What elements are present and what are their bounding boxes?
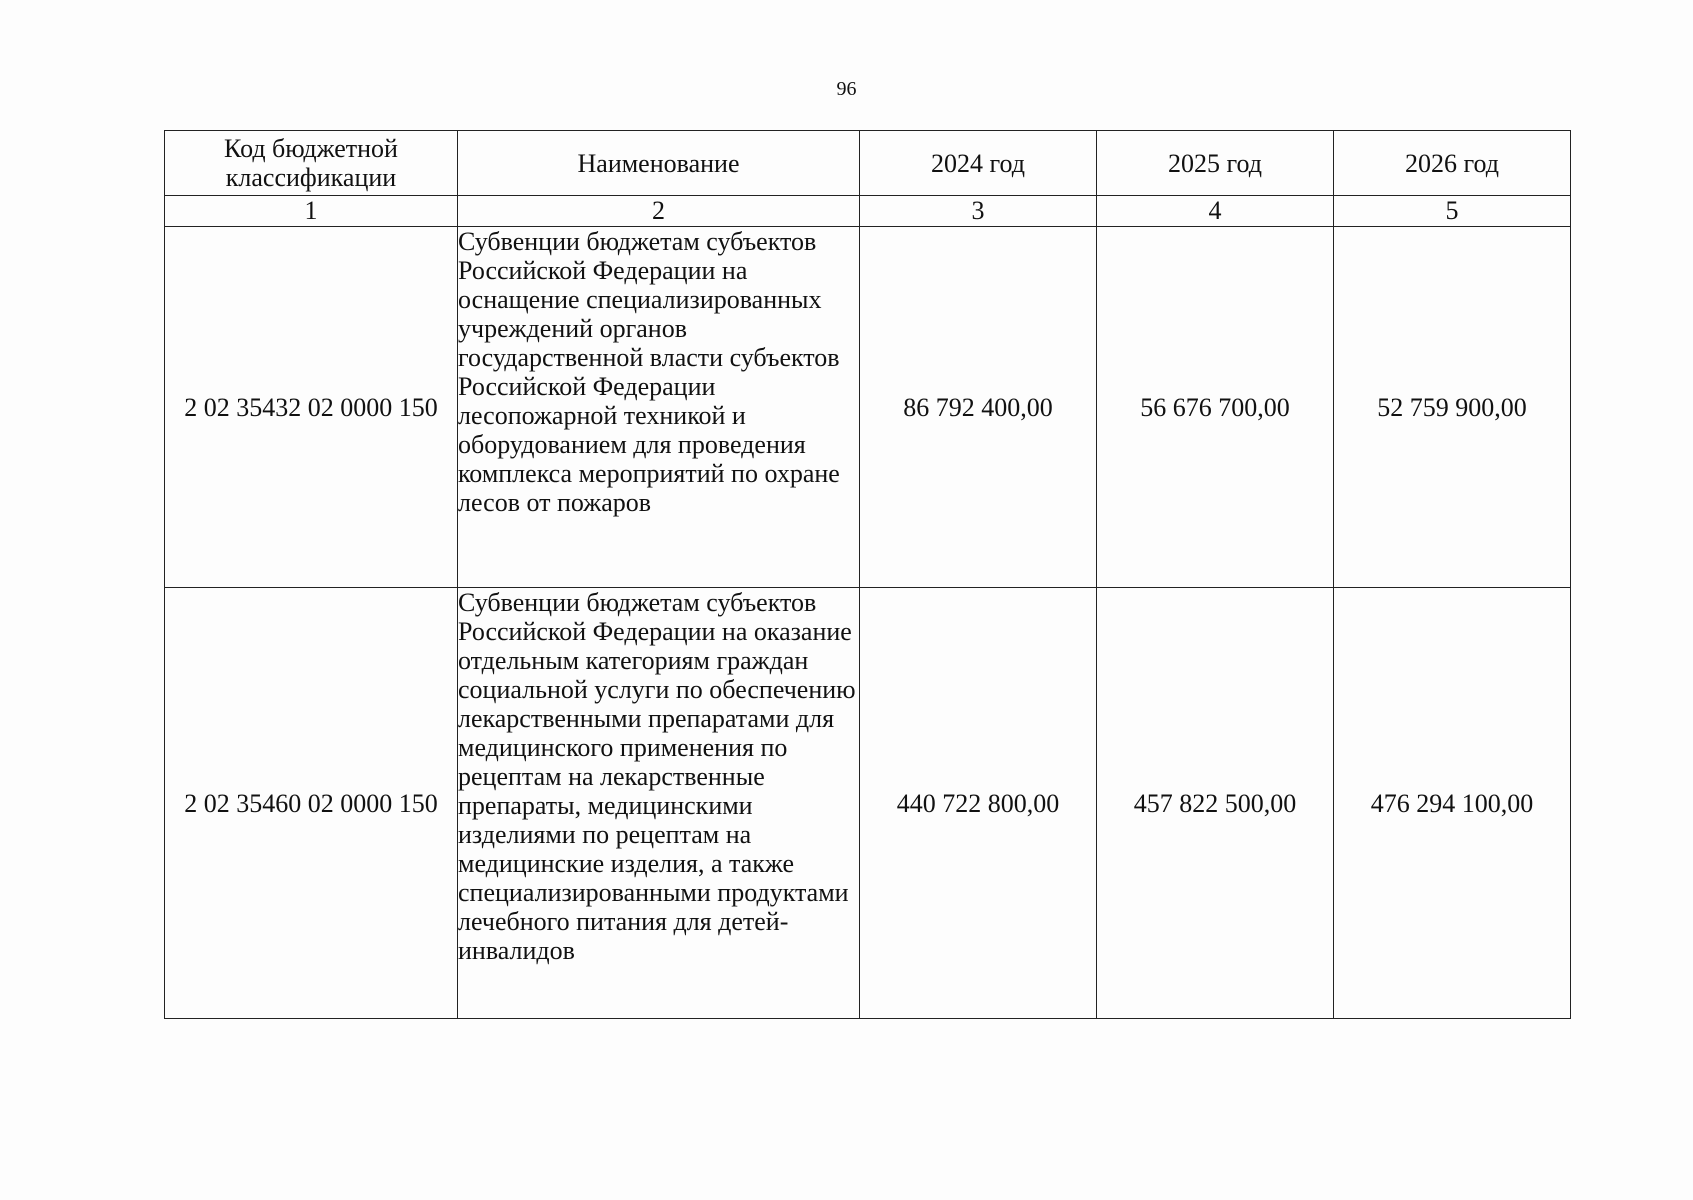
header-code: Код бюджетной классификации <box>165 131 458 196</box>
table-row <box>165 588 1571 1019</box>
column-number: 4 <box>1097 196 1334 227</box>
column-number: 1 <box>165 196 458 227</box>
header-name: Наименование <box>458 131 860 196</box>
amount-2024-cell: 440 722 800,00 <box>860 588 1097 1019</box>
amount-2024-cell: 86 792 400,00 <box>860 227 1097 588</box>
amount-2025-cell: 56 676 700,00 <box>1097 227 1334 588</box>
table-row <box>165 227 1571 588</box>
header-2025: 2025 год <box>1097 131 1334 196</box>
header-row <box>165 131 1571 196</box>
header-2024: 2024 год <box>860 131 1097 196</box>
budget-table <box>164 130 1571 1019</box>
name-cell: Субвенции бюджетам субъектов Российской Федерации на оказание отдельным категориям граждан социальной услуги по обеспечению лекарственными препаратами для медицинского применения по рецептам на лекарственные препараты, медицинскими изделиями по рецептам на медицинские изделия, а также специализированными продуктами лечебного питания для детей-инвалидов <box>458 588 860 1019</box>
amount-2025-cell: 457 822 500,00 <box>1097 588 1334 1019</box>
amount-2026-cell: 52 759 900,00 <box>1334 227 1571 588</box>
column-number: 3 <box>860 196 1097 227</box>
budget-code-cell: 2 02 35432 02 0000 150 <box>165 227 458 588</box>
column-number: 2 <box>458 196 860 227</box>
name-cell: Субвенции бюджетам субъектов Российской Федерации на оснащение специализированных учреждений органов государственной власти субъектов Российской Федерации лесопожарной техникой и оборудованием для проведения комплекса мероприятий по охране лесов от пожаров <box>458 227 860 588</box>
budget-code-cell: 2 02 35460 02 0000 150 <box>165 588 458 1019</box>
page-number: 96 <box>836 78 857 100</box>
column-number-row <box>165 196 1571 227</box>
header-2026: 2026 год <box>1334 131 1571 196</box>
column-number: 5 <box>1334 196 1571 227</box>
amount-2026-cell: 476 294 100,00 <box>1334 588 1571 1019</box>
